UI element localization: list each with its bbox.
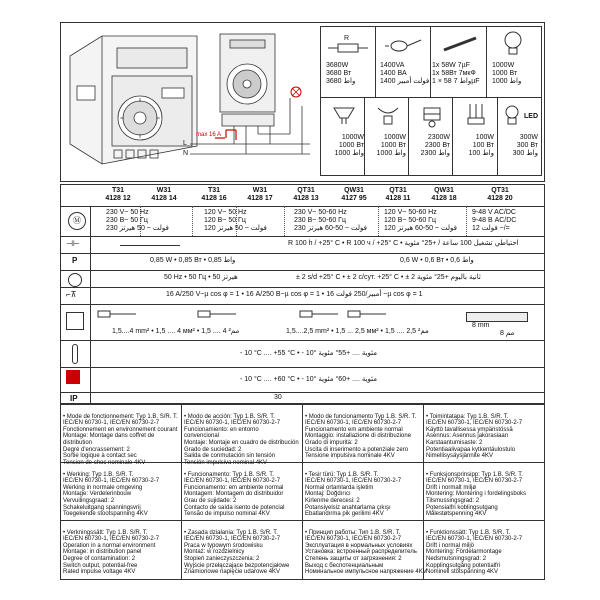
terminal-capacity-1: 1,5....4 mm² • 1,5 .... 4 мм² • 1,5 .... 4 مم² [112, 328, 240, 335]
supply-voltage-icon: Ⓜ [68, 212, 86, 230]
power-consumption-icon: P [72, 256, 78, 265]
compact-fluorescent-icon [462, 102, 490, 128]
col-header-7: QT31 4128 11 [385, 187, 411, 202]
ip-label: IP [70, 394, 78, 403]
screw-terminal-icon-3 [298, 308, 342, 320]
col-header-5: QT31 4128 13 [293, 187, 319, 202]
supply-voltage-5: 9-48 V AC/DC 9-48 В AC/DC 12 فولت ~/= [472, 209, 517, 232]
storage-temperature-range: - 10 °C .... +60 °C • - 10° مئوية .... +60° مئوية [240, 376, 378, 383]
operating-temperature-icon [72, 344, 78, 364]
description-nl: • Werking: Typ 1.B. S/R. T. IEC/EN 60730-1, IEC/EN 60730-2-7 Werking in normale omgeving Montage: Verdelerinbouw Vervuilingsgraad: 2 Schakeluitgang spanningsvrij Toegekende stootspanning 4KV [63, 471, 160, 518]
wiring-diagram [180, 26, 320, 176]
col-header-6: QW31 4127 95 [341, 187, 367, 202]
supply-voltage-4: 120 V~ 50-60 Hz 120 В~ 50-60 Гц 120 فولت ~ 50-60 هيرتز [384, 209, 457, 232]
strip-length-label: 8 mm [472, 322, 490, 329]
load-fluorescent-value: 1x 58W 7µF 1x 58Вт 7мкФ 1 × 58 واط 7µF [432, 62, 480, 85]
description-it: • Modo de funcionamento Typ 1.B. S/R. T. IEC/EN 60730-1, IEC/EN 60730-2-7 Funcionamento em ambiente normal Montaggio: installazione di distribuzione Grado di impurità: 2 Uscita di inserimento a potenziale zero Tensione impulsiva nominale 4KV [305, 413, 417, 460]
description-en: • Verkningssätt: Typ 1.B. S/R. T. IEC/EN 60730-1, IEC/EN 60730-2-7 Operation in a normal environment Montage: in distribution panel Degree of contamination: 2 Switch output, potential-free Rated impulse voltage 4KV [63, 529, 160, 576]
screw-terminal-icon-4 [346, 308, 390, 320]
load-incandescent-value: 1000W 1000 Вт 1000 واط [492, 62, 522, 85]
power-consumption-1: 0,85 W • 0,85 Вт • 0,85 واط [150, 257, 236, 264]
incandescent-bulb-icon [500, 30, 526, 56]
motor-icon [418, 104, 446, 128]
halogen-bulb-icon [385, 36, 425, 56]
halogen-spot-icon [330, 104, 358, 128]
strip-length-label-ar: 8 مم [500, 330, 515, 337]
col-header-4: W31 4128 17 [247, 187, 273, 202]
screw-terminal-icon-2 [196, 308, 240, 320]
contact-switch-icon: ⌐⊼ [66, 290, 77, 299]
max-current-label: max 16 A [196, 132, 222, 138]
strip-length-graphic [466, 312, 528, 322]
fluorescent-tube-icon [440, 34, 480, 54]
load-resistive-value: 3680W 3680 Вт 3680 واط [326, 62, 356, 85]
led-label: LED [524, 113, 538, 120]
accuracy-1: 50 Hz • 50 Гц • 50 هيرتز [164, 274, 238, 281]
neutral-label: N [183, 150, 189, 157]
col-header-3: T31 4128 16 [201, 187, 227, 202]
accuracy-2: ± 2 s/d +25° C • ± 2 с/сут. +25° C • ± 2 ثانية باليوم +25° مئوية [296, 274, 481, 281]
description-pt: • Funcionamento: Typ 1.B. S/R. T. IEC/EN 60730-1, IEC/EN 60730-2-7 Funcionamento: em ambiente normal Montagem: Montagem do distribuidor Grau de sujidade: 2 Contacto de saída isento de potencial Tensão de impulso nominal 4KV [184, 471, 285, 518]
ip-rating-value: 30 [274, 394, 282, 401]
description-es: • Modo de acción: Typ 1.B. S/R. T. IEC/EN 60730-1, IEC/EN 60730-2-7 Funcionamiento: en entorno convencional Montaje: Montaje en cuadro de distribución Grado de suciedad: 2 Salida de conmutación sin tensión Tensión impulsiva nominal 4KV [184, 413, 299, 466]
terminal-capacity-2: 1,5....2,5 mm² • 1,5 ... 2,5 мм² • 1,5 .... 2,5 مم² [286, 328, 429, 335]
screw-terminal-icon-1 [96, 308, 140, 320]
description-sv: • Funktionssätt: Typ 1.B. S/R. T. IEC/EN 60730-1, IEC/EN 60730-2-7 Drift i normal miljö Montering: Fördelarmontage Nedsmutsningsgrad: 2 Kopplingsutgång potentialfri Nominell stötspänning 4KV [426, 529, 523, 576]
dichroic-lamp-icon [374, 104, 402, 128]
supply-voltage-1: 230 V~ 50 Hz 230 В~ 50 Гц 230 فولت ~ 50 هيرتز [106, 209, 169, 232]
led-lamp-icon [502, 104, 522, 128]
load-halogen-spot-value: 1000W 1000 Вт 1000 واط [334, 134, 364, 157]
description-tr: • Tesir türü: Typ 1.B. S/R. T. IEC/EN 60730-1, IEC/EN 60730-2-7 Normal ortamlarda işletim Montaj: Doğdırıcı Kirlenme derecesi: 2 Potansiyelsiz anahtarlama çıkışı Ebatlandırma pik gerilimi 4KV [305, 471, 402, 518]
contact-rating: 16 A/250 V~µ cos φ = 1 • 16 A/250 В~µ cos φ = 1 • 16 أمبير/250 فولت ~µ cos φ = 1 [166, 291, 423, 298]
accuracy-clock-icon [68, 273, 82, 287]
resistor-icon [328, 32, 368, 58]
power-consumption-2: 0,6 W • 0,6 Вт • 0,6 واط [400, 257, 474, 264]
load-motor-value: 2300W 2300 Вт 2300 واط [420, 134, 450, 157]
load-dichroic-value: 1000W 1000 Вт 1000 واط [376, 134, 406, 157]
description-fi: • Toimintatapa: Typ 1.B. S/R. T. IEC/EN 60730-1, IEC/EN 60730-2-7 Käyttö tavallisessa ympäristössä Asennus: Asennus jakorasiaan Karstaantumisaste: 2 Potentiaalivapaa kytkentäulostulo Nimellisysäysjännite 4KV [426, 413, 523, 460]
reserve-battery-icon: ⊣⊢ [66, 239, 80, 248]
col-header-8: QW31 4128 18 [431, 187, 457, 202]
load-halogen-value: 1400VA 1400 ВА 1400 فولت أمبير [380, 62, 430, 85]
col-header-9: QT31 4128 20 [487, 187, 513, 202]
description-pl: • Zasada działania: Typ 1.B. S/R. T. IEC/EN 60730-1, IEC/EN 60730-2-7 Praca w typowym środowisku Montaż: w rozdzielnicy Stopień zanieczyszczenia: 2 Wyjście przełączające bezpotencjałowe Znamionowe napięcie udarowe 4KV [184, 529, 290, 576]
load-led-value: 300W 300 Вт 300 واط [512, 134, 538, 157]
line-label: L [183, 140, 187, 147]
power-reserve-value: R 100 h / +25° C • R 100 ч / +25° C • احتياطي تشغيل 100 ساعة / +25° مئوية [288, 240, 519, 247]
description-ru: • Принцип работы: Тип 1.B. S/R. T. IEC/EN 60730-1, IEC/EN 60730-2-7 Эксплуатация в нормальных условиях Установка: встроенный распределитель Степень защиты от загрязнения: 2 Выход с беспотенциальным Номинальное импульсное напряжение 4KV [305, 529, 427, 576]
operating-temperature-range: - 10 °C .... +55 °C • - 10° مئوية .... +55° مئوية [240, 350, 378, 357]
col-header-1: T31 4128 12 [105, 187, 131, 202]
supply-voltage-3: 230 V~ 50-60 Hz 230 В~ 50-60 Гц 230 فولت ~ 50-60 هيرتز [294, 209, 367, 232]
description-no: • Funksjonsprinsipp: Typ 1.B. S/R. T. IEC/EN 60730-1, IEC/EN 60730-2-7 Drift i normalt miljø Montering: Montering i fordelingsboks Tilsmussingsgrad: 2 Potensialfri koblingsutgang Målestøtspenning 4KV [426, 471, 527, 518]
col-header-2: W31 4128 14 [151, 187, 177, 202]
terminal-screw-icon [66, 312, 84, 330]
description-fr: • Mode de fonctionnement: Typ 1.B. S/R. T. IEC/EN 60730-1, IEC/EN 60730-2-7 Fonctionnement en environnement courant Montage: Montage dans coffret de distribution Degré d'encrassement: 2 Sortie logique à contact sec Tension de choc nominale 4KV [63, 413, 178, 466]
storage-temperature-icon [66, 370, 80, 384]
resistor-symbol: R [344, 35, 350, 42]
load-compact-fluorescent-value: 100W 100 Вт 100 واط [468, 134, 494, 157]
supply-voltage-2: 120 V~ 50 Hz 120 В~ 50 Гц 120 فولت ~ 50 هيرتز [204, 209, 267, 232]
